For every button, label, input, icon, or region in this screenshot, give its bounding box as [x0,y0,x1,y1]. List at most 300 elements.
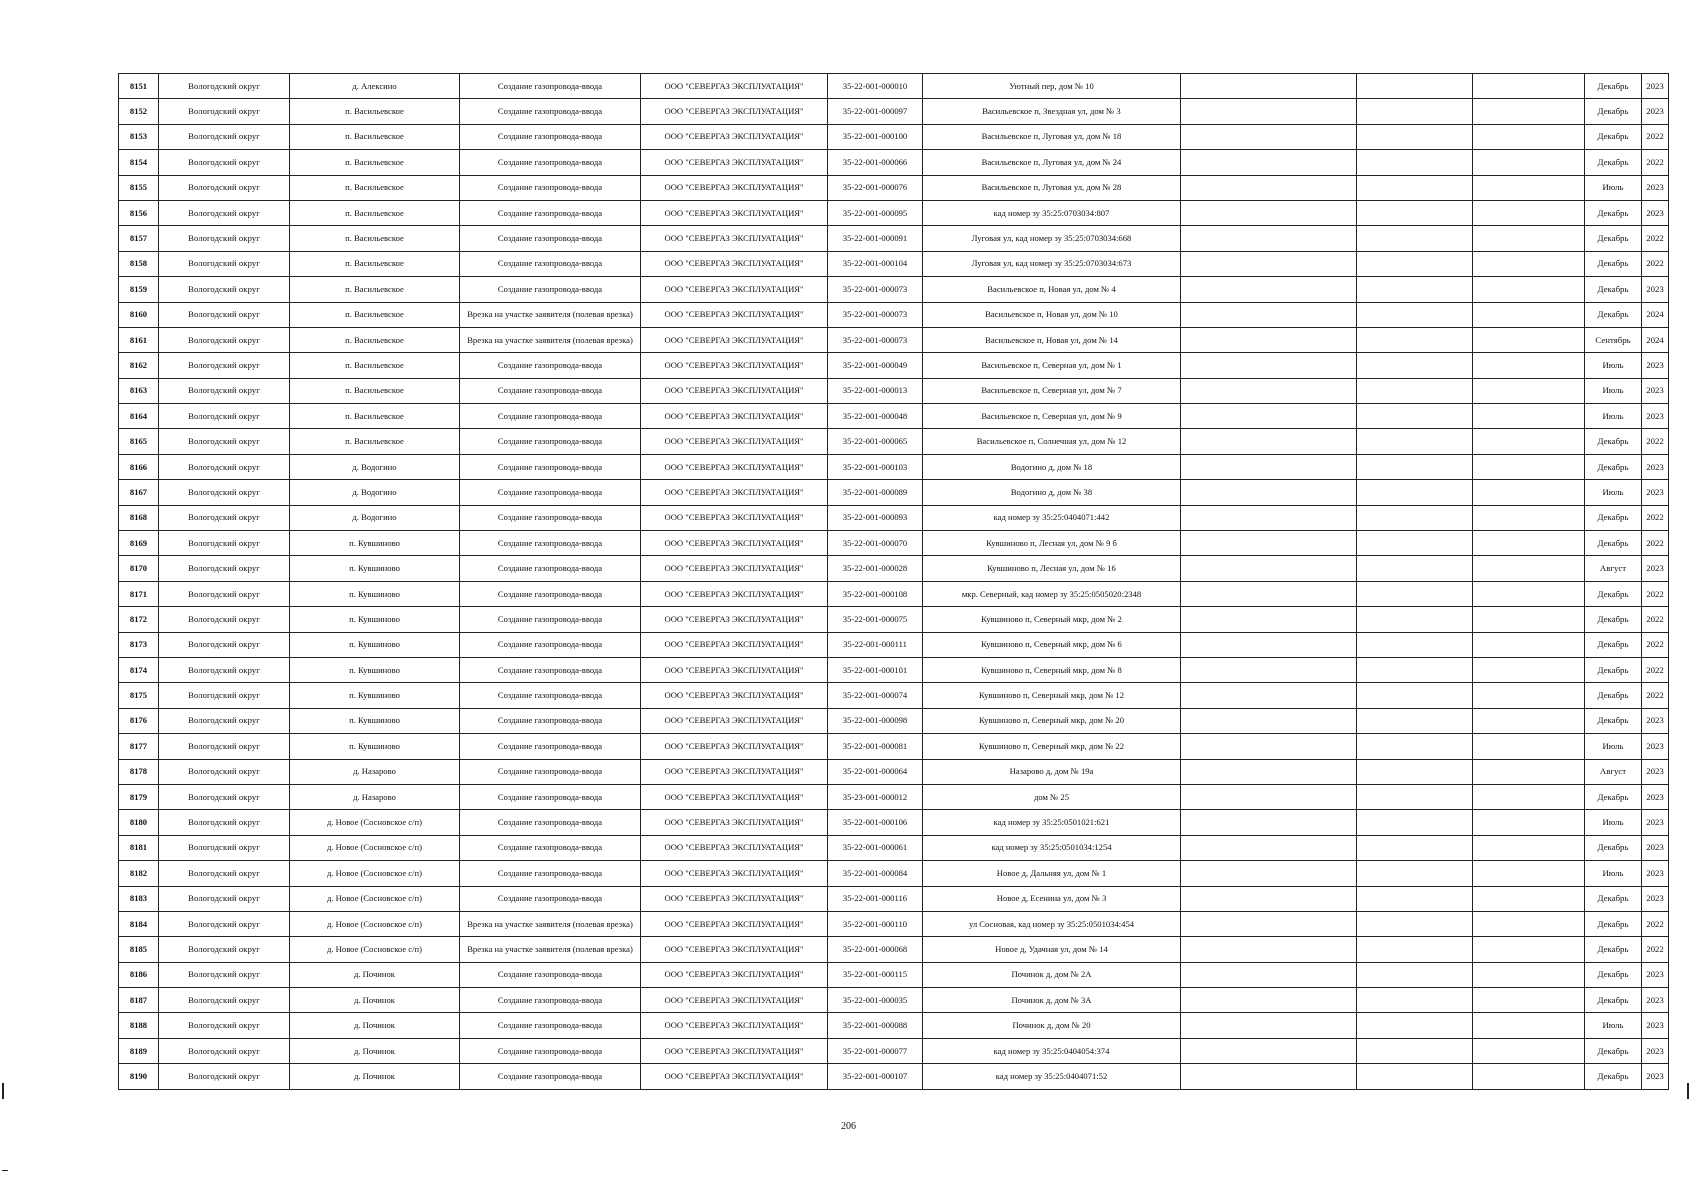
application-code-cell: 35-22-001-000013 [828,378,923,403]
month-cell: Декабрь [1585,74,1642,99]
okrug-cell: Вологодский округ [159,175,290,200]
empty-cell [1473,404,1585,429]
empty-cell [1357,607,1473,632]
empty-cell [1357,378,1473,403]
empty-cell [1181,150,1357,175]
work-type-cell: Врезка на участке заявителя (полевая врезка) [460,302,641,327]
address-cell: Кувшиново п, Северный мкр, дом № 6 [923,632,1181,657]
okrug-cell: Вологодский округ [159,861,290,886]
organization-cell: ООО "СЕВЕРГАЗ ЭКСПЛУАТАЦИЯ" [641,175,828,200]
settlement-cell: д. Починок [290,988,460,1013]
settlement-cell: п. Васильевское [290,251,460,276]
application-code-cell: 35-22-001-000115 [828,962,923,987]
table-row [119,429,1669,454]
month-cell: Декабрь [1585,962,1642,987]
table-row [119,277,1669,302]
empty-cell [1473,480,1585,505]
month-cell: Сентябрь [1585,327,1642,352]
empty-cell [1473,810,1585,835]
year-cell: 2022 [1642,505,1669,530]
month-cell: Декабрь [1585,200,1642,225]
address-cell: кад номер зу 35:25:0404054:374 [923,1038,1181,1063]
year-cell: 2023 [1642,404,1669,429]
address-cell: кад номер зу 35:25:0404071:52 [923,1064,1181,1089]
work-type-cell: Создание газопровода-ввода [460,1013,641,1038]
empty-cell [1473,657,1585,682]
empty-cell [1473,683,1585,708]
application-code-cell: 35-22-001-000075 [828,607,923,632]
year-cell: 2024 [1642,327,1669,352]
application-code-cell: 35-22-001-000074 [828,683,923,708]
organization-cell: ООО "СЕВЕРГАЗ ЭКСПЛУАТАЦИЯ" [641,886,828,911]
okrug-cell: Вологодский округ [159,1038,290,1063]
empty-cell [1357,657,1473,682]
organization-cell: ООО "СЕВЕРГАЗ ЭКСПЛУАТАЦИЯ" [641,1064,828,1089]
work-type-cell: Создание газопровода-ввода [460,759,641,784]
empty-cell [1357,531,1473,556]
okrug-cell: Вологодский округ [159,226,290,251]
work-type-cell: Создание газопровода-ввода [460,251,641,276]
empty-cell [1473,708,1585,733]
table-row [119,1064,1669,1089]
work-type-cell: Создание газопровода-ввода [460,1038,641,1063]
empty-cell [1473,200,1585,225]
empty-cell [1473,988,1585,1013]
empty-cell [1473,429,1585,454]
empty-cell [1181,988,1357,1013]
table-row [119,759,1669,784]
month-cell: Декабрь [1585,302,1642,327]
row-number: 8180 [119,810,159,835]
year-cell: 2023 [1642,556,1669,581]
okrug-cell: Вологодский округ [159,505,290,530]
empty-cell [1473,378,1585,403]
month-cell: Декабрь [1585,454,1642,479]
address-cell: Водогино д, дом № 18 [923,454,1181,479]
empty-cell [1181,708,1357,733]
month-cell: Декабрь [1585,150,1642,175]
okrug-cell: Вологодский округ [159,886,290,911]
empty-cell [1473,251,1585,276]
empty-cell [1357,150,1473,175]
month-cell: Декабрь [1585,251,1642,276]
row-number: 8160 [119,302,159,327]
work-type-cell: Создание газопровода-ввода [460,632,641,657]
work-type-cell: Создание газопровода-ввода [460,226,641,251]
settlement-cell: д. Починок [290,1064,460,1089]
year-cell: 2023 [1642,810,1669,835]
table-row [119,810,1669,835]
application-code-cell: 35-22-001-000089 [828,480,923,505]
row-number: 8172 [119,607,159,632]
empty-cell [1357,632,1473,657]
table-row [119,505,1669,530]
month-cell: Декабрь [1585,226,1642,251]
year-cell: 2023 [1642,708,1669,733]
empty-cell [1473,1013,1585,1038]
okrug-cell: Вологодский округ [159,988,290,1013]
address-cell: Починок д, дом № 20 [923,1013,1181,1038]
empty-cell [1473,1038,1585,1063]
settlement-cell: д. Новое (Сосновское с/п) [290,835,460,860]
empty-cell [1473,277,1585,302]
empty-cell [1181,226,1357,251]
organization-cell: ООО "СЕВЕРГАЗ ЭКСПЛУАТАЦИЯ" [641,505,828,530]
month-cell: Август [1585,759,1642,784]
table-row [119,1038,1669,1063]
table-body [119,74,1669,1090]
address-cell: Васильевское п, Северная ул, дом № 7 [923,378,1181,403]
empty-cell [1181,607,1357,632]
month-cell: Декабрь [1585,708,1642,733]
address-cell: дом № 25 [923,784,1181,809]
table-row [119,632,1669,657]
okrug-cell: Вологодский округ [159,962,290,987]
row-number: 8159 [119,277,159,302]
application-code-cell: 35-22-001-000091 [828,226,923,251]
row-number: 8161 [119,327,159,352]
work-type-cell: Создание газопровода-ввода [460,988,641,1013]
empty-cell [1357,581,1473,606]
empty-cell [1357,175,1473,200]
work-type-cell: Создание газопровода-ввода [460,556,641,581]
empty-cell [1473,607,1585,632]
application-code-cell: 35-22-001-000070 [828,531,923,556]
address-cell: Васильевское п, Новая ул, дом № 4 [923,277,1181,302]
organization-cell: ООО "СЕВЕРГАЗ ЭКСПЛУАТАЦИЯ" [641,277,828,302]
settlement-cell: п. Васильевское [290,200,460,225]
row-number: 8157 [119,226,159,251]
work-type-cell: Создание газопровода-ввода [460,200,641,225]
month-cell: Декабрь [1585,988,1642,1013]
okrug-cell: Вологодский округ [159,911,290,936]
row-number: 8151 [119,74,159,99]
table-row [119,937,1669,962]
empty-cell [1357,708,1473,733]
table-row [119,835,1669,860]
empty-cell [1357,353,1473,378]
empty-cell [1181,683,1357,708]
organization-cell: ООО "СЕВЕРГАЗ ЭКСПЛУАТАЦИЯ" [641,480,828,505]
empty-cell [1181,1038,1357,1063]
row-number: 8171 [119,581,159,606]
year-cell: 2022 [1642,937,1669,962]
address-cell: кад номер зу 35:25:0501021:621 [923,810,1181,835]
application-code-cell: 35-22-001-000100 [828,124,923,149]
address-cell: Луговая ул, кад номер зу 35:25:0703034:673 [923,251,1181,276]
empty-cell [1181,886,1357,911]
margin-mark [2,1083,4,1099]
empty-cell [1181,505,1357,530]
year-cell: 2023 [1642,962,1669,987]
empty-cell [1473,886,1585,911]
month-cell: Июль [1585,734,1642,759]
work-type-cell: Создание газопровода-ввода [460,835,641,860]
organization-cell: ООО "СЕВЕРГАЗ ЭКСПЛУАТАЦИЯ" [641,327,828,352]
empty-cell [1181,480,1357,505]
settlement-cell: д. Новое (Сосновское с/п) [290,886,460,911]
row-number: 8152 [119,99,159,124]
year-cell: 2023 [1642,861,1669,886]
okrug-cell: Вологодский округ [159,251,290,276]
organization-cell: ООО "СЕВЕРГАЗ ЭКСПЛУАТАЦИЯ" [641,353,828,378]
empty-cell [1473,581,1585,606]
table-row [119,607,1669,632]
work-type-cell: Создание газопровода-ввода [460,607,641,632]
organization-cell: ООО "СЕВЕРГАЗ ЭКСПЛУАТАЦИЯ" [641,911,828,936]
address-cell: кад номер зу 35:25:0501034:1254 [923,835,1181,860]
application-code-cell: 35-22-001-000084 [828,861,923,886]
okrug-cell: Вологодский округ [159,74,290,99]
settlement-cell: д. Новое (Сосновское с/п) [290,911,460,936]
row-number: 8185 [119,937,159,962]
empty-cell [1357,988,1473,1013]
empty-cell [1181,531,1357,556]
empty-cell [1473,911,1585,936]
row-number: 8182 [119,861,159,886]
address-cell: Васильевское п, Новая ул, дом № 14 [923,327,1181,352]
empty-cell [1357,759,1473,784]
application-code-cell: 35-22-001-000098 [828,708,923,733]
table-row [119,988,1669,1013]
organization-cell: ООО "СЕВЕРГАЗ ЭКСПЛУАТАЦИЯ" [641,708,828,733]
empty-cell [1181,327,1357,352]
organization-cell: ООО "СЕВЕРГАЗ ЭКСПЛУАТАЦИЯ" [641,683,828,708]
empty-cell [1473,1064,1585,1089]
empty-cell [1357,505,1473,530]
settlement-cell: д. Назарово [290,759,460,784]
empty-cell [1181,378,1357,403]
empty-cell [1357,962,1473,987]
row-number: 8170 [119,556,159,581]
settlement-cell: д. Водогино [290,480,460,505]
okrug-cell: Вологодский округ [159,657,290,682]
table-row [119,734,1669,759]
okrug-cell: Вологодский округ [159,759,290,784]
year-cell: 2022 [1642,226,1669,251]
document-page [118,73,1668,1090]
margin-mark [2,1170,8,1171]
work-type-cell: Создание газопровода-ввода [460,810,641,835]
address-cell: Новое д, Удачная ул, дом № 14 [923,937,1181,962]
year-cell: 2023 [1642,988,1669,1013]
okrug-cell: Вологодский округ [159,531,290,556]
organization-cell: ООО "СЕВЕРГАЗ ЭКСПЛУАТАЦИЯ" [641,302,828,327]
year-cell: 2023 [1642,886,1669,911]
settlement-cell: д. Починок [290,1038,460,1063]
year-cell: 2023 [1642,277,1669,302]
table-row [119,581,1669,606]
work-type-cell: Создание газопровода-ввода [460,429,641,454]
application-code-cell: 35-22-001-000064 [828,759,923,784]
empty-cell [1473,632,1585,657]
row-number: 8175 [119,683,159,708]
empty-cell [1357,784,1473,809]
empty-cell [1181,454,1357,479]
row-number: 8162 [119,353,159,378]
application-code-cell: 35-22-001-000088 [828,1013,923,1038]
settlement-cell: п. Кувшиново [290,683,460,708]
empty-cell [1181,632,1357,657]
table-row [119,200,1669,225]
address-cell: Васильевское п, Луговая ул, дом № 24 [923,150,1181,175]
okrug-cell: Вологодский округ [159,327,290,352]
table-row [119,861,1669,886]
month-cell: Июль [1585,861,1642,886]
row-number: 8178 [119,759,159,784]
row-number: 8158 [119,251,159,276]
row-number: 8174 [119,657,159,682]
settlement-cell: п. Васильевское [290,378,460,403]
application-code-cell: 35-22-001-000028 [828,556,923,581]
organization-cell: ООО "СЕВЕРГАЗ ЭКСПЛУАТАЦИЯ" [641,657,828,682]
organization-cell: ООО "СЕВЕРГАЗ ЭКСПЛУАТАЦИЯ" [641,404,828,429]
address-cell: Кувшиново п, Лесная ул, дом № 16 [923,556,1181,581]
table-row [119,480,1669,505]
year-cell: 2022 [1642,150,1669,175]
year-cell: 2023 [1642,480,1669,505]
application-code-cell: 35-22-001-000108 [828,581,923,606]
okrug-cell: Вологодский округ [159,99,290,124]
application-code-cell: 35-22-001-000106 [828,810,923,835]
empty-cell [1473,556,1585,581]
table-row [119,404,1669,429]
empty-cell [1357,429,1473,454]
okrug-cell: Вологодский округ [159,404,290,429]
settlement-cell: п. Васильевское [290,429,460,454]
row-number: 8189 [119,1038,159,1063]
settlement-cell: п. Васильевское [290,226,460,251]
empty-cell [1473,353,1585,378]
empty-cell [1181,759,1357,784]
work-type-cell: Создание газопровода-ввода [460,886,641,911]
year-cell: 2023 [1642,175,1669,200]
address-cell: кад номер зу 35:25:0404071:442 [923,505,1181,530]
application-code-cell: 35-22-001-000048 [828,404,923,429]
okrug-cell: Вологодский округ [159,277,290,302]
organization-cell: ООО "СЕВЕРГАЗ ЭКСПЛУАТАЦИЯ" [641,226,828,251]
application-code-cell: 35-22-001-000068 [828,937,923,962]
table-row [119,556,1669,581]
okrug-cell: Вологодский округ [159,937,290,962]
empty-cell [1181,962,1357,987]
okrug-cell: Вологодский округ [159,353,290,378]
work-type-cell: Создание газопровода-ввода [460,861,641,886]
month-cell: Декабрь [1585,683,1642,708]
row-number: 8183 [119,886,159,911]
year-cell: 2022 [1642,607,1669,632]
work-type-cell: Создание газопровода-ввода [460,683,641,708]
application-code-cell: 35-22-001-000061 [828,835,923,860]
application-code-cell: 35-22-001-000077 [828,1038,923,1063]
address-cell: Назарово д, дом № 19а [923,759,1181,784]
address-cell: Кувшиново п, Лесная ул, дом № 9 б [923,531,1181,556]
settlement-cell: п. Васильевское [290,404,460,429]
row-number: 8173 [119,632,159,657]
empty-cell [1181,1013,1357,1038]
empty-cell [1473,759,1585,784]
work-type-cell: Врезка на участке заявителя (полевая врезка) [460,327,641,352]
application-code-cell: 35-22-001-000111 [828,632,923,657]
year-cell: 2023 [1642,1013,1669,1038]
month-cell: Декабрь [1585,505,1642,530]
month-cell: Декабрь [1585,784,1642,809]
application-code-cell: 35-22-001-000095 [828,200,923,225]
organization-cell: ООО "СЕВЕРГАЗ ЭКСПЛУАТАЦИЯ" [641,810,828,835]
row-number: 8165 [119,429,159,454]
address-cell: Васильевское п, Новая ул, дом № 10 [923,302,1181,327]
empty-cell [1181,429,1357,454]
organization-cell: ООО "СЕВЕРГАЗ ЭКСПЛУАТАЦИЯ" [641,835,828,860]
work-type-cell: Создание газопровода-ввода [460,784,641,809]
organization-cell: ООО "СЕВЕРГАЗ ЭКСПЛУАТАЦИЯ" [641,861,828,886]
application-code-cell: 35-22-001-000103 [828,454,923,479]
empty-cell [1473,734,1585,759]
month-cell: Декабрь [1585,531,1642,556]
month-cell: Декабрь [1585,911,1642,936]
row-number: 8184 [119,911,159,936]
table-row [119,708,1669,733]
okrug-cell: Вологодский округ [159,124,290,149]
work-type-cell: Создание газопровода-ввода [460,1064,641,1089]
empty-cell [1357,200,1473,225]
settlement-cell: п. Кувшиново [290,531,460,556]
application-code-cell: 35-22-001-000066 [828,150,923,175]
empty-cell [1357,74,1473,99]
empty-cell [1473,505,1585,530]
address-cell: Васильевское п, Солнечная ул, дом № 12 [923,429,1181,454]
organization-cell: ООО "СЕВЕРГАЗ ЭКСПЛУАТАЦИЯ" [641,1013,828,1038]
application-code-cell: 35-23-001-000012 [828,784,923,809]
address-cell: Новое д, Есенина ул, дом № 3 [923,886,1181,911]
application-code-cell: 35-22-001-000073 [828,277,923,302]
okrug-cell: Вологодский округ [159,480,290,505]
address-cell: кад номер зу 35:25:0703034:807 [923,200,1181,225]
address-cell: Васильевское п, Луговая ул, дом № 28 [923,175,1181,200]
table-row [119,74,1669,99]
year-cell: 2023 [1642,1038,1669,1063]
empty-cell [1473,99,1585,124]
empty-cell [1181,835,1357,860]
empty-cell [1357,302,1473,327]
empty-cell [1181,99,1357,124]
settlement-cell: д. Водогино [290,505,460,530]
okrug-cell: Вологодский округ [159,835,290,860]
year-cell: 2023 [1642,200,1669,225]
work-type-cell: Создание газопровода-ввода [460,277,641,302]
okrug-cell: Вологодский округ [159,708,290,733]
empty-cell [1181,937,1357,962]
month-cell: Декабрь [1585,99,1642,124]
okrug-cell: Вологодский округ [159,429,290,454]
application-code-cell: 35-22-001-000097 [828,99,923,124]
address-cell: Кувшиново п, Северный мкр, дом № 2 [923,607,1181,632]
settlement-cell: д. Алексино [290,74,460,99]
year-cell: 2022 [1642,683,1669,708]
year-cell: 2023 [1642,759,1669,784]
organization-cell: ООО "СЕВЕРГАЗ ЭКСПЛУАТАЦИЯ" [641,429,828,454]
year-cell: 2022 [1642,124,1669,149]
row-number: 8176 [119,708,159,733]
empty-cell [1357,1038,1473,1063]
row-number: 8156 [119,200,159,225]
empty-cell [1473,937,1585,962]
row-number: 8186 [119,962,159,987]
table-row [119,784,1669,809]
month-cell: Декабрь [1585,937,1642,962]
application-code-cell: 35-22-001-000081 [828,734,923,759]
month-cell: Декабрь [1585,581,1642,606]
